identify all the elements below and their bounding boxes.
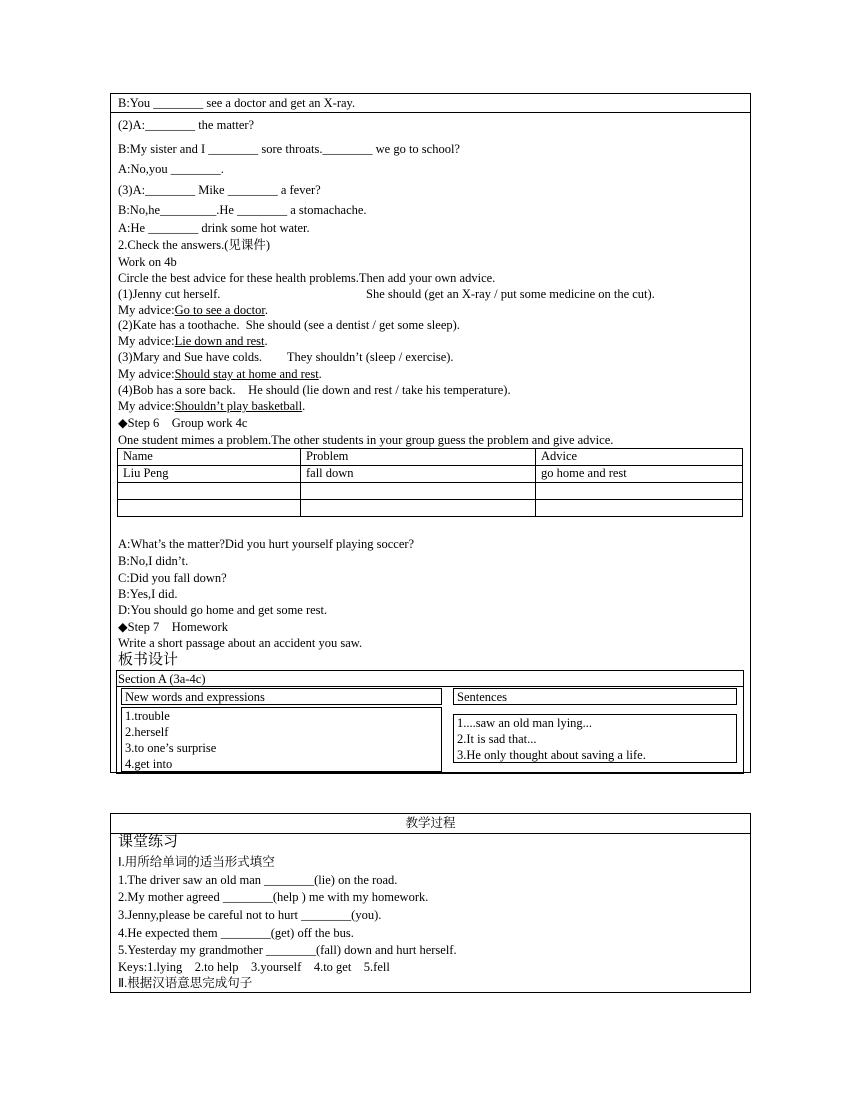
teaching-process-header: 教学过程	[405, 816, 456, 830]
list-item: 3.He only thought about saving a life.	[457, 748, 646, 762]
exercise-item: 1.The driver saw an old man ________(lie) on the road.	[118, 873, 398, 887]
dialogue-line: A:What’s the matter?Did you hurt yourself playing soccer?	[118, 537, 415, 551]
first-line: B:You ________ see a doctor and get an X-ray.	[118, 96, 356, 110]
table-row	[118, 466, 743, 483]
table-header-cell: Advice	[536, 449, 743, 466]
line: B:No,he_________.He ________ a stomachache.	[118, 203, 367, 217]
my-advice-3: My advice:Should stay at home and rest.	[118, 367, 322, 381]
board-section: Section A (3a-4c)	[118, 672, 206, 686]
sentences-list-box	[453, 714, 737, 763]
new-words-header-box	[121, 688, 442, 705]
step-7-heading: ◆Step 7 Homework	[118, 620, 228, 634]
exercise-item: 5.Yesterday my grandmother ________(fall) down and hurt herself.	[118, 943, 457, 957]
exercise-item: 2.My mother agreed ________(help ) me with my homework.	[118, 890, 429, 904]
line: A:He ________ drink some hot water.	[118, 221, 310, 235]
answer-keys: Keys:1.lying 2.to help 3.yourself 4.to get 5.fell	[118, 960, 390, 974]
problem-2: (2)Kate has a toothache. She should (see a dentist / get some sleep).	[118, 318, 460, 332]
sentences-header-box	[453, 688, 737, 705]
sentences-header: Sentences	[457, 690, 507, 704]
step-6-description: One student mimes a problem.The other students in your group guess the problem and give advice.	[118, 433, 614, 447]
table-cell: go home and rest	[536, 466, 743, 483]
list-item: 2.herself	[125, 725, 169, 739]
line: (2)A:________ the matter?	[118, 118, 255, 132]
list-item: 3.to one’s surprise	[125, 741, 217, 755]
line: 2.Check the answers.(见课件)	[118, 238, 271, 252]
list-item: 1....saw an old man lying...	[457, 716, 593, 730]
part-1-heading: Ⅰ.用所给单词的适当形式填空	[118, 855, 275, 869]
line: B:My sister and I ________ sore throats.________ we go to school?	[118, 142, 460, 156]
my-advice-4: My advice:Shouldn’t play basketball.	[118, 399, 306, 413]
new-words-header: New words and expressions	[125, 690, 265, 704]
dialogue-line: B:No,I didn’t.	[118, 554, 189, 568]
board-divider	[116, 686, 744, 687]
part-2-heading: Ⅱ.根据汉语意思完成句子	[118, 976, 253, 990]
my-advice-1: My advice:Go to see a doctor.	[118, 303, 268, 317]
table-cell	[118, 483, 301, 500]
step-7-description: Write a short passage about an accident you saw.	[118, 636, 363, 650]
table-header-cell: Problem	[301, 449, 536, 466]
table-header-cell: Name	[118, 449, 301, 466]
table-cell: Liu Peng	[118, 466, 301, 483]
table-cell	[301, 483, 536, 500]
line: A:No,you ________.	[118, 162, 224, 176]
table-cell	[118, 500, 301, 517]
dialogue-line: C:Did you fall down?	[118, 571, 227, 585]
problem-1: (1)Jenny cut herself.	[118, 287, 221, 301]
dialogue-line: B:Yes,I did.	[118, 587, 178, 601]
line: Work on 4b	[118, 255, 177, 269]
table-cell	[536, 483, 743, 500]
board-design-title: 板书设计	[118, 652, 179, 668]
table-cell	[536, 500, 743, 517]
line: (3)A:________ Mike ________ a fever?	[118, 183, 321, 197]
my-advice-2: My advice:Lie down and rest.	[118, 334, 268, 348]
table-header-row	[118, 449, 743, 466]
problem-1-advice: She should (get an X-ray / put some medicine on the cut).	[366, 287, 655, 301]
line: Circle the best advice for these health problems.Then add your own advice.	[118, 271, 496, 285]
header-divider	[110, 833, 751, 834]
exercise-item: 3.Jenny,please be careful not to hurt ________(you).	[118, 908, 382, 922]
table-row	[118, 500, 743, 517]
first-row-divider	[110, 112, 751, 113]
practice-title: 课堂练习	[118, 834, 179, 850]
step-6-heading: ◆Step 6 Group work 4c	[118, 416, 248, 430]
table-row	[118, 483, 743, 500]
list-item: 2.It is sad that...	[457, 732, 537, 746]
problem-4: (4)Bob has a sore back. He should (lie down and rest / take his temperature).	[118, 383, 511, 397]
table-cell	[301, 500, 536, 517]
group-work-table	[117, 448, 743, 517]
list-item: 4.get into	[125, 757, 173, 771]
dialogue-line: D:You should go home and get some rest.	[118, 603, 328, 617]
exercise-item: 4.He expected them ________(get) off the bus.	[118, 926, 354, 940]
new-words-list-box	[121, 707, 442, 772]
table-cell: fall down	[301, 466, 536, 483]
problem-3: (3)Mary and Sue have colds. They shouldn’t (sleep / exercise).	[118, 350, 454, 364]
list-item: 1.trouble	[125, 709, 170, 723]
